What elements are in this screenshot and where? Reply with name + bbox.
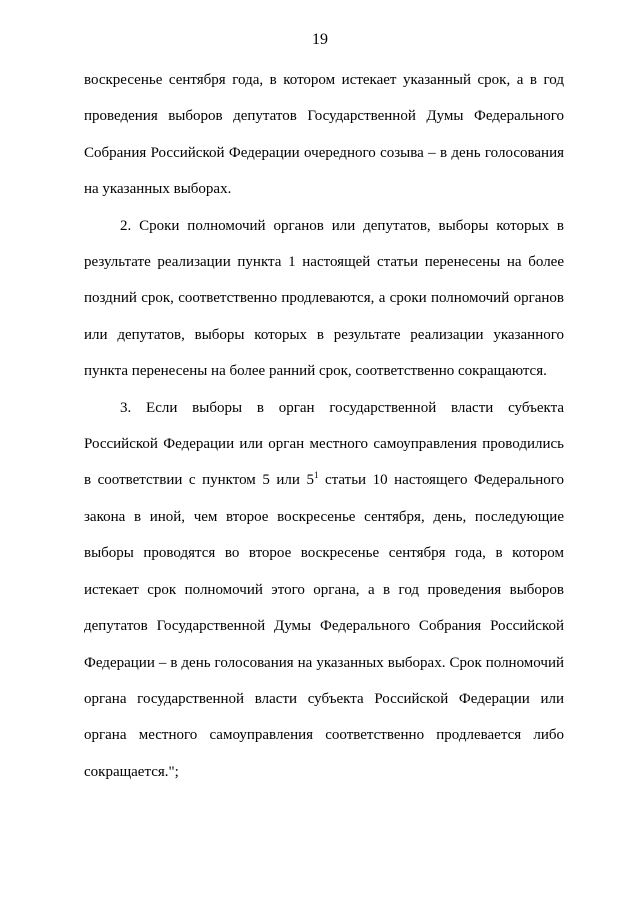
superscript-1: 1 — [313, 470, 319, 481]
paragraph-3-end: статьи 10 настоящего Федерального закона в иной, чем второе воскресенье сентября, день, последующие выборы проводятся во второе воскресенье сентября года, в котором истекает срок полномочий этого органа, а в год проведения выборов депутатов Государственной Думы Федерального Собрания Российской Федерации – в день голосования на указанных выборах. Срок полномочий органа государственной власти субъекта Российской Федерации или органа местного самоуправления соответственно продлевается либо сокращается."; — [84, 472, 564, 780]
paragraph-2: 2. Сроки полномочий органов или депутатов, выборы которых в результате реализации пункта 1 настоящей статьи перенесены на более поздний срок, соответственно продлеваются, а сроки полномочий органов или депутатов, выборы которых в результате реализации указанного пункта перенесены на более ранний срок, соответственно сокращаются. — [84, 217, 564, 380]
paragraph-3 — [84, 390, 564, 790]
page-number: 19 — [312, 31, 328, 48]
paragraph-3-start: 3. Если выборы в орган государственной власти субъекта Российской Федерации или орган местного самоуправления проводились в соответствии с пунктом 5 или 5 — [84, 399, 564, 489]
document-body — [84, 62, 564, 790]
paragraph-continuation: воскресенье сентября года, в котором истекает указанный срок, а в год проведения выборов депутатов Государственной Думы Федерального Собрания Российской Федерации очередного созыва – в день голосования на указанных выборах. — [84, 72, 564, 198]
